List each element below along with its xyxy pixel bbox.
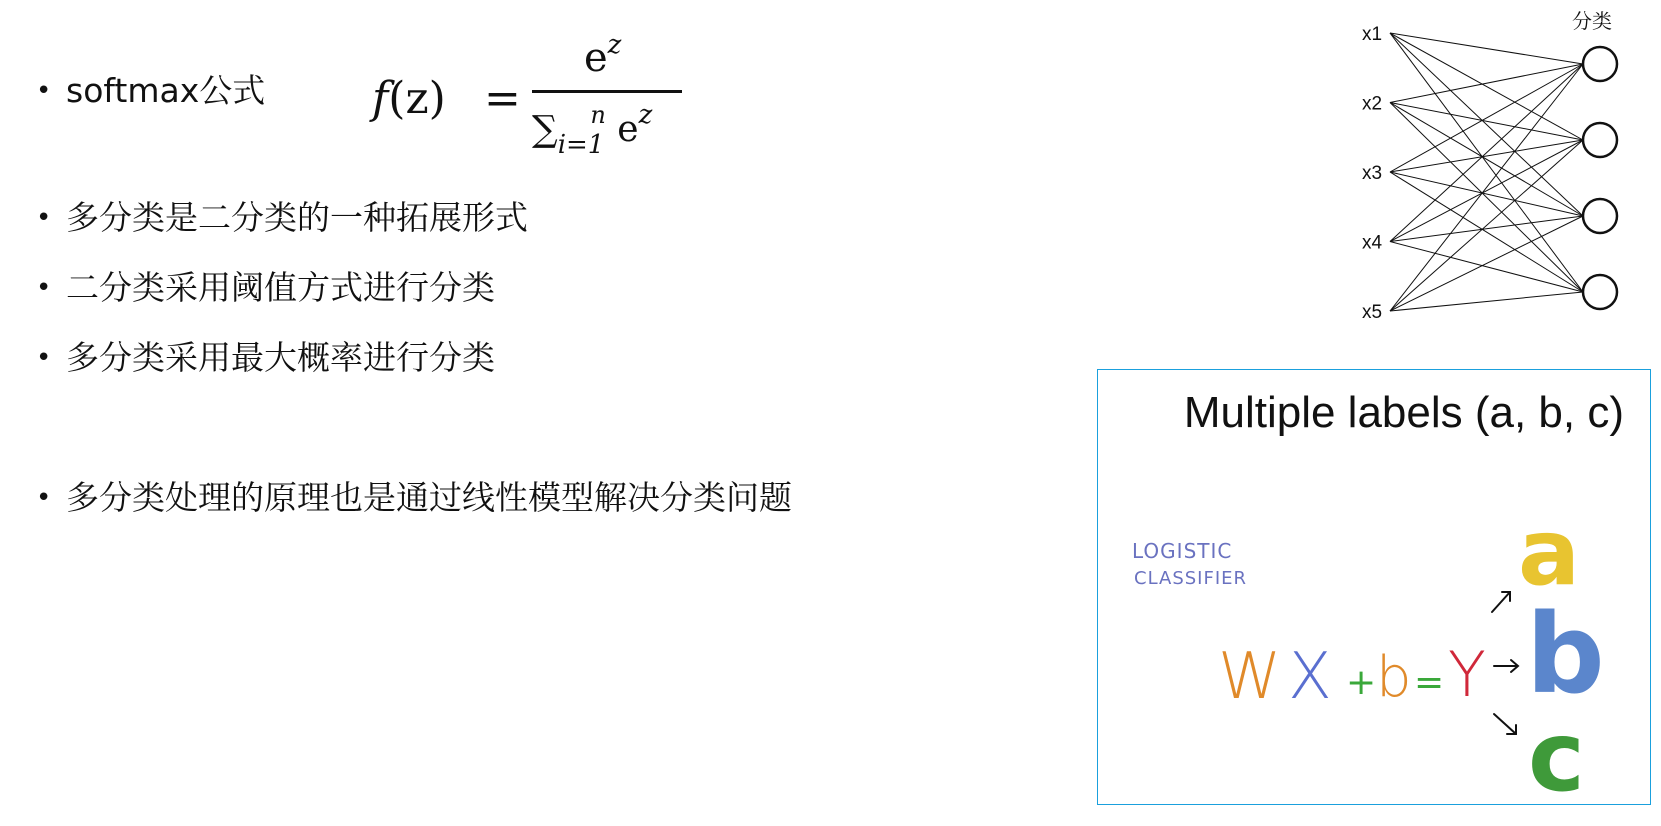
network-connection [1390, 172, 1583, 216]
bullet-dot: • [36, 343, 52, 373]
formula-lhs: f(z) [372, 73, 446, 124]
bullet-max-probability [36, 338, 495, 378]
output-b: b [1526, 590, 1605, 718]
output-node [1583, 199, 1617, 233]
eq-b: b [1376, 645, 1412, 710]
network-connection [1390, 140, 1583, 242]
eq-y: Y [1448, 638, 1486, 711]
output-a: a [1518, 499, 1581, 606]
output-node [1583, 47, 1617, 81]
input-label-x2: x2 [1362, 93, 1383, 115]
arrow-to-a [1492, 592, 1510, 612]
bullet-binary-threshold [36, 268, 495, 308]
network-diagram [1360, 0, 1640, 345]
formula-numerator: $e^z$ [584, 30, 622, 81]
bullet-dot: • [36, 273, 52, 303]
fraction-bar [532, 90, 682, 93]
input-label-x3: x3 [1362, 163, 1383, 184]
bullet-dot: • [36, 76, 52, 106]
output-c: c [1528, 701, 1585, 806]
eq-w: W [1218, 640, 1282, 714]
bullet-text: softmax公式 [66, 71, 266, 110]
classifier-illustration [1098, 370, 1652, 806]
bullet-text: 多分类是二分类的一种拓展形式 [66, 198, 528, 237]
bullet-text: 多分类采用最大概率进行分类 [66, 338, 495, 377]
bullet-dot: • [36, 483, 52, 513]
eq-equals: = [1414, 662, 1445, 703]
output-node [1583, 275, 1617, 309]
network-connection [1390, 33, 1583, 292]
network-connections [1390, 33, 1583, 311]
formula-equals: = [484, 73, 521, 124]
classifier-label: CLASSIFIER [1134, 568, 1248, 589]
bullet-text: 多分类处理的原理也是通过线性模型解决分类问题 [66, 478, 792, 517]
input-label-x4: x4 [1362, 232, 1383, 254]
bullet-text: 二分类采用阈值方式进行分类 [66, 268, 495, 307]
network-connection [1390, 242, 1583, 293]
arrow-to-b [1494, 660, 1518, 672]
bullet-linear-model [36, 478, 792, 518]
eq-x: X [1288, 640, 1332, 714]
network-connection [1390, 216, 1583, 242]
network-connection [1390, 140, 1583, 311]
arrows [1492, 592, 1518, 734]
bullet-softmax [36, 71, 265, 111]
bullet-dot: • [36, 203, 52, 233]
bullet-multiclass-extension [36, 198, 528, 238]
network-connection [1390, 103, 1583, 141]
eq-plus: + [1346, 662, 1377, 703]
network-connection [1390, 103, 1583, 217]
network-connection [1390, 64, 1583, 103]
network-connection [1390, 64, 1583, 242]
network-output-nodes [1583, 47, 1617, 309]
network-connection [1390, 292, 1583, 311]
input-label-x1: x1 [1362, 24, 1383, 45]
logistic-label: LOGISTIC [1132, 539, 1233, 563]
output-label: 分类 [1572, 11, 1612, 33]
network-input-labels [1362, 24, 1383, 323]
output-node [1583, 123, 1617, 157]
input-label-x5: x5 [1362, 302, 1383, 323]
arrow-to-c [1494, 714, 1516, 734]
card-title: Multiple labels (a, b, c) [1183, 388, 1624, 437]
multiple-labels-card [1097, 369, 1651, 805]
softmax-formula [372, 18, 692, 168]
formula-denominator: $\sum_{i=1}^n$ $e^z$ [532, 100, 653, 160]
formula-fraction [532, 18, 692, 168]
